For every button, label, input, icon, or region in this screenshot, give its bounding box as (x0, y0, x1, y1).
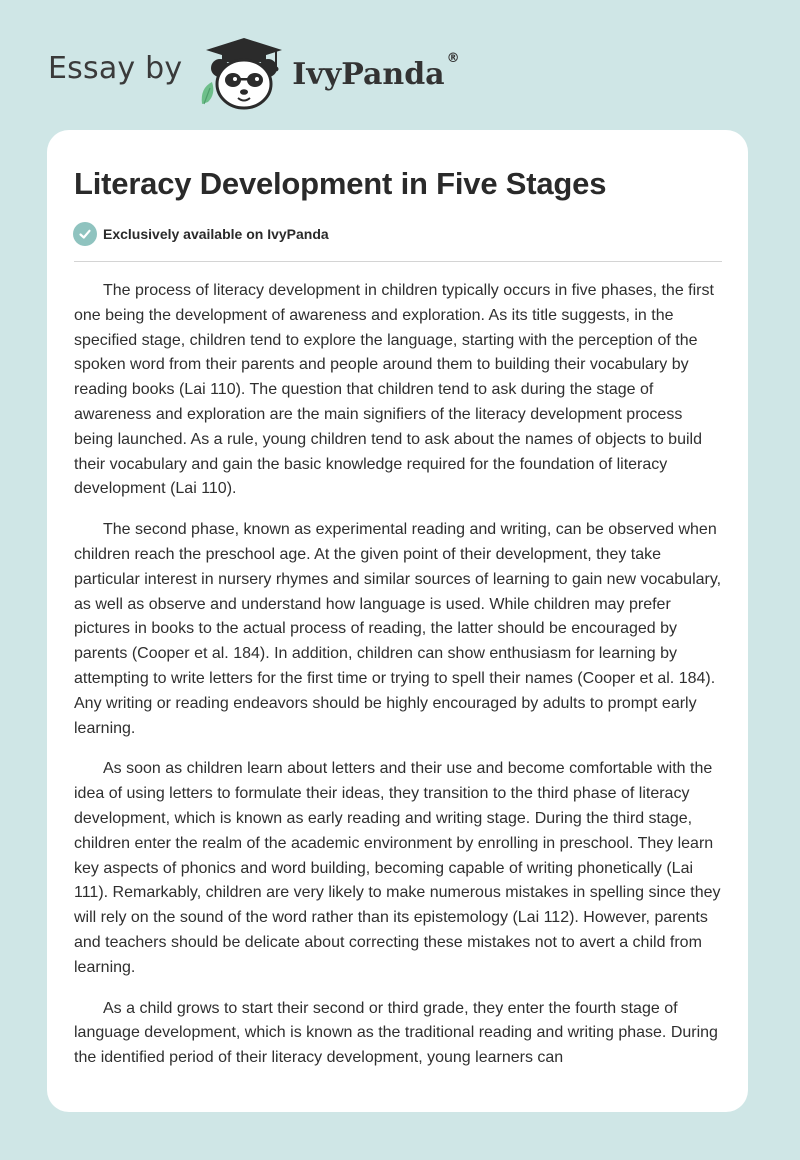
check-circle-icon (73, 222, 97, 246)
page-title: Literacy Development in Five Stages (74, 166, 607, 201)
registered-mark: ® (446, 50, 460, 66)
essay-body (74, 279, 724, 1087)
divider (74, 261, 722, 262)
essay-card (47, 130, 748, 1112)
paragraph: The second phase, known as experimental reading and writing, can be observed when children reach the preschool age. At the given point of their development, they take particular interest in nursery rhymes and similar sources of learning to gain new vocabulary, as well as observe and understand how language is used. While children may prefer pictures in books to the actual process of reading, the latter should be encouraged by parents (Cooper et al. 184). In addition, children can show enthusiasm for learning by attempting to write letters for the first time or trying to spell their names (Cooper et al. 184). Any writing or reading endeavors should be highly encouraged by adults to prompt early learning. (74, 521, 722, 737)
brand-name: IvyPanda (292, 56, 445, 92)
exclusive-label: Exclusively available on IvyPanda (103, 226, 329, 242)
paragraph: As soon as children learn about letters and their use and become comfortable with the idea of using letters to formulate their ideas, they transition to the third phase of literacy development, which is known as early reading and writing stage. During the third stage, children enter the realm of the academic environment by enrolling in preschool. They learn key aspects of phonics and word building, becoming capable of writing phonetically (Lai 111). Remarkably, children are very likely to make numerous mistakes in spelling since they will rely on the sound of the word rather than its epistemology (Lai 112). However, parents and teachers should be delicate about correcting these mistakes not to avert a child from learning. (74, 760, 721, 976)
paragraph: The process of literacy development in children typically occurs in five phases, the first one being the development of awareness and exploration. As its title suggests, in the specified stage, children tend to explore the language, starting with the perception of the spoken word from their parents and people around them to building their vocabulary by reading books (Lai 110). The question that children tend to ask during the stage of awareness and exploration are the main signifiers of the literacy development process being launched. As a rule, young children tend to ask about the names of objects to build their vocabulary and gain the basic knowledge required for the foundation of literacy development (Lai 110). (74, 282, 714, 498)
paragraph: As a child grows to start their second or third grade, they enter the fourth stage of language development, which is known as the traditional reading and writing phase. During the identified period of their literacy development, young learners can (74, 999, 718, 1067)
exclusive-badge (73, 222, 329, 246)
essay-by-label: Essay by (48, 50, 183, 86)
site-header (48, 32, 460, 112)
panda-graduate-icon (198, 32, 290, 112)
